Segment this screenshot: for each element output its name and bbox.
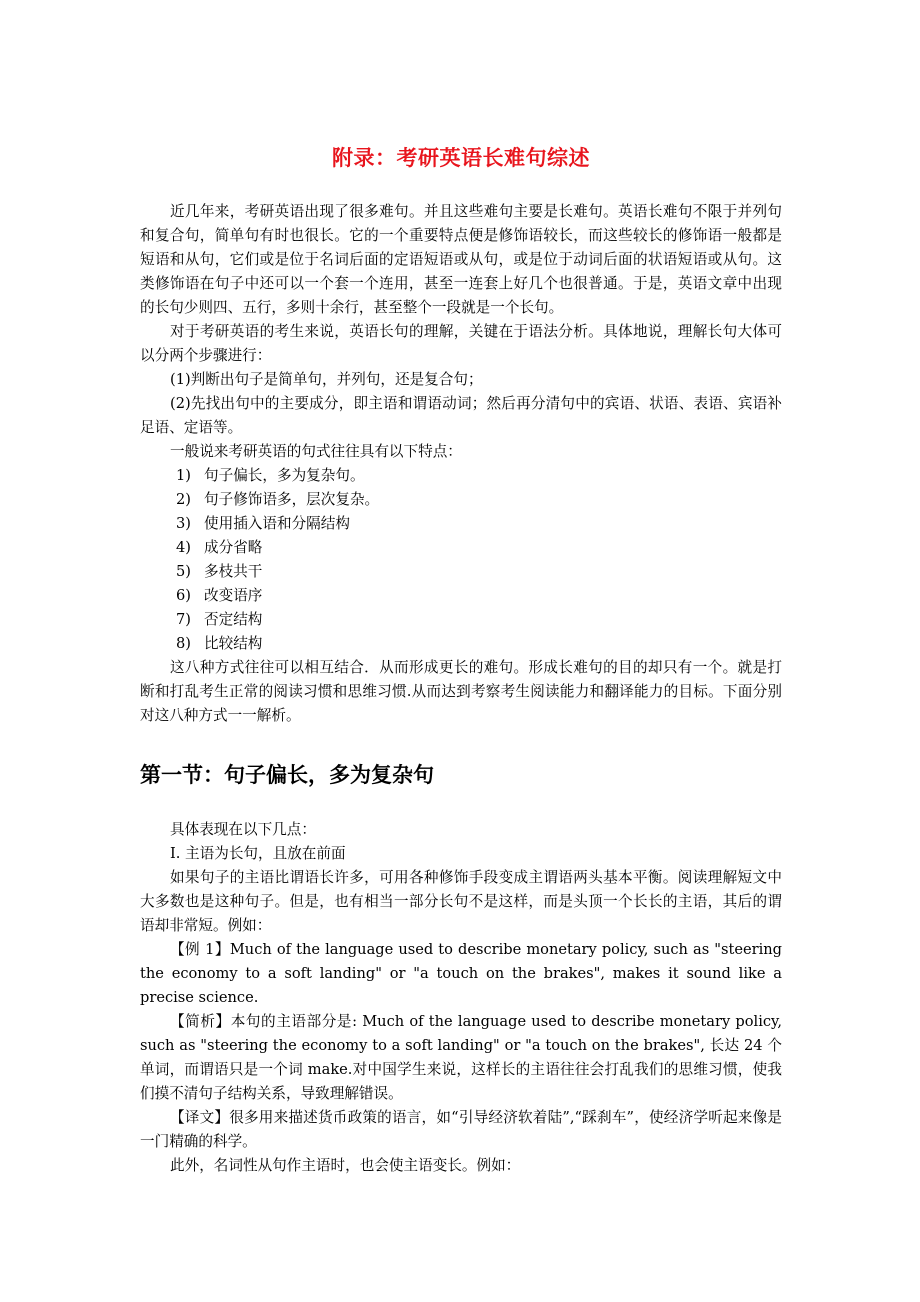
intro-paragraph-2: 对于考研英语的考生来说，英语长句的理解，关键在于语法分析。具体地说，理解长句大体可以分两个步骤进行：: [140, 323, 782, 364]
list-item: [140, 560, 782, 584]
list-item: [140, 608, 782, 632]
section-heading: 第一节：句子偏长，多为复杂句: [140, 763, 434, 787]
section-body: [140, 818, 782, 1178]
intro-paragraph-4: 这八种方式往往可以相互结合．从而形成更长的难句。形成长难句的目的却只有一个。就是打断和打乱考生正常的阅读习惯和思维习惯.从而达到考察考生阅读能力和翻译能力的目标。下面分别对这八种方式一一解析。: [140, 659, 782, 724]
intro-step-1: (1)判断出句子是简单句，并列句，还是复合句；: [170, 371, 483, 388]
list-item-number: 5): [176, 563, 191, 580]
list-item: [140, 464, 782, 488]
translation-1: 【译文】很多用来描述货币政策的语言，如“引导经济软着陆”,“踩刹车”，使经济学听起来像是一门精确的科学。: [140, 1109, 782, 1150]
list-item: [140, 512, 782, 536]
list-item-number: 4): [176, 539, 191, 556]
intro-section: [140, 200, 782, 728]
intro-step-2: (2)先找出句中的主要成分，即主语和谓语动词；然后再分清句中的宾语、状语、表语、宾语补足语、定语等。: [140, 395, 782, 436]
list-item-text: 使用插入语和分隔结构: [204, 515, 350, 532]
list-item: [140, 632, 782, 656]
list-item-number: 8): [176, 635, 191, 652]
section-paragraph-1: 具体表现在以下几点：: [170, 821, 316, 838]
list-item-number: 2): [176, 491, 191, 508]
analysis-1: 【简析】本句的主语部分是: Much of the language used to describe monetary policy, such as "steering the economy to a soft landing" or "a touch on the brakes", 长达 24 个单词，而谓语只是一个词 make.对中国学生来说，这样长的主语往往会打乱我们的思维习惯，使我们摸不清句子结构关系，导致理解错误。: [140, 1013, 782, 1102]
feature-list: [140, 464, 782, 656]
list-item-text: 多枝共干: [204, 563, 263, 580]
list-item-text: 句子修饰语多，层次复杂。: [204, 491, 380, 508]
intro-paragraph-3: 一般说来考研英语的句式往往具有以下特点：: [170, 443, 462, 460]
list-item: [140, 488, 782, 512]
example-1: 【例 1】Much of the language used to describe monetary policy, such as "steering the economy to a soft landing" or "a touch on the brakes", makes it sound like a precise science.: [140, 941, 782, 1006]
list-item-number: 7): [176, 611, 191, 628]
section-paragraph-3: 如果句子的主语比谓语长许多，可用各种修饰手段变成主谓语两头基本平衡。阅读理解短文中大多数也是这种句子。但是，也有相当一部分长句不是这样，而是头顶一个长长的主语，其后的谓语却非常短。例如：: [140, 869, 782, 934]
section-subheading: I. 主语为长句，且放在前面: [170, 845, 346, 862]
intro-paragraph-1: 近几年来，考研英语出现了很多难句。并且这些难句主要是长难句。英语长难句不限于并列句和复合句，简单句有时也很长。它的一个重要特点便是修饰语较长，而这些较长的修饰语一般都是短语和从句，它们或是位于名词后面的定语短语或从句，或是位于动词后面的状语短语或从句。这类修饰语在句子中还可以一个套一个连用，甚至一连套上好几个也很普通。于是，英语文章中出现的长句少则四、五行，多则十余行，甚至整个一段就是一个长句。: [140, 203, 782, 316]
document-title: 附录：考研英语长难句综述: [332, 146, 590, 170]
section-paragraph-4: 此外，名词性从句作主语时，也会使主语变长。例如：: [170, 1157, 521, 1174]
list-item-text: 比较结构: [204, 635, 263, 652]
list-item-text: 句子偏长，多为复杂句。: [204, 467, 365, 484]
list-item: [140, 584, 782, 608]
list-item-text: 成分省略: [204, 539, 263, 556]
list-item-text: 否定结构: [204, 611, 263, 628]
list-item-number: 3): [176, 515, 191, 532]
list-item: [140, 536, 782, 560]
list-item-number: 6): [176, 587, 191, 604]
list-item-number: 1): [176, 467, 191, 484]
list-item-text: 改变语序: [204, 587, 263, 604]
